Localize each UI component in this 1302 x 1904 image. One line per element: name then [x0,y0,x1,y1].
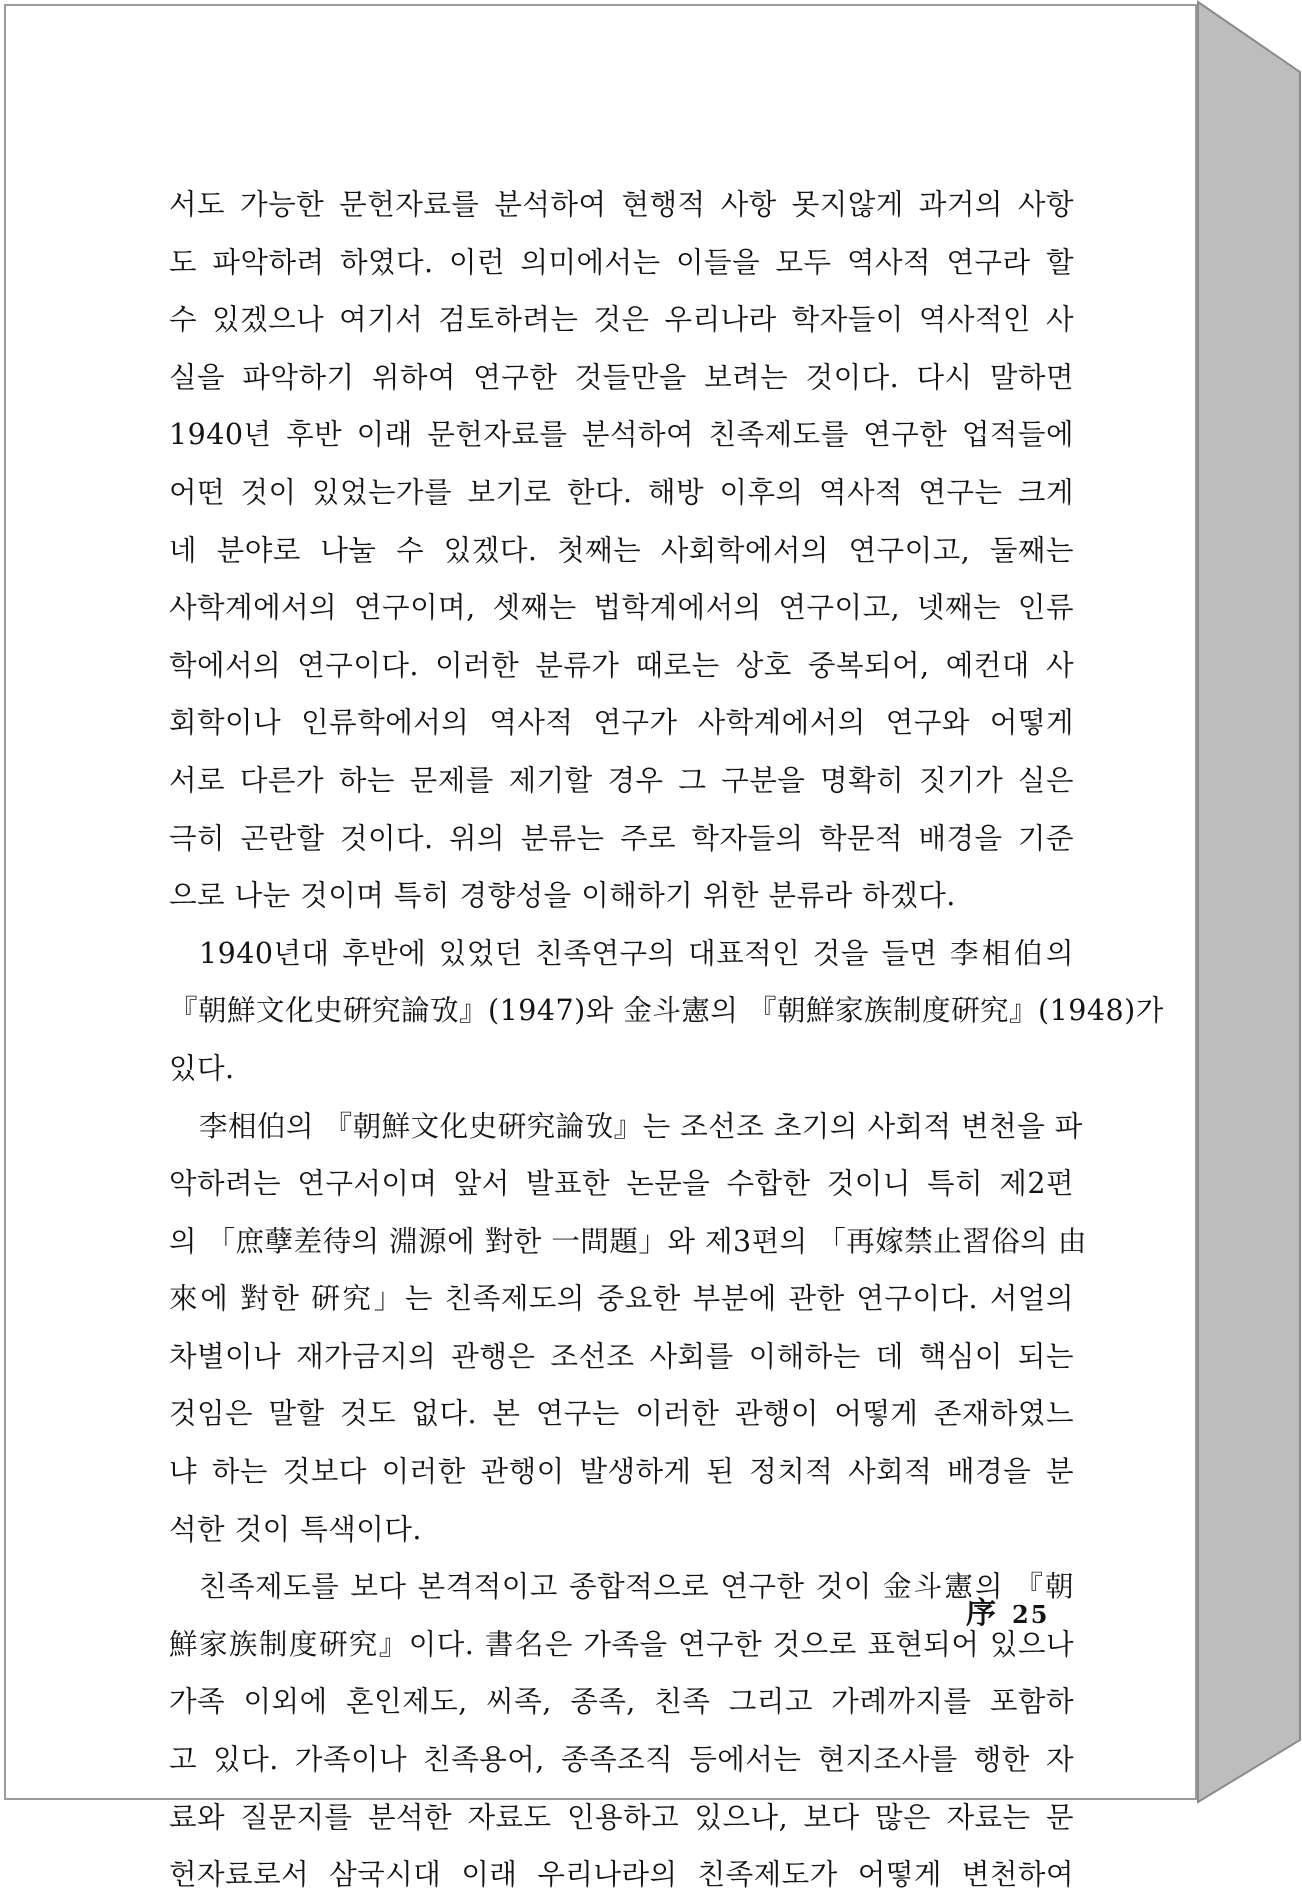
text-line: 고 있다. 가족이나 친족용어, 종족조직 등에서는 현지조사를 행한 자 [169,1743,1074,1777]
text-line: 鮮家族制度硏究』이다. 書名은 가족을 연구한 것으로 표현되어 있으나 [169,1627,1074,1661]
text-line: 차별이나 재가금지의 관행은 조선조 사회를 이해하는 데 핵심이 되는 [169,1339,1074,1373]
text-line: 1940년대 후반에 있었던 친족연구의 대표적인 것을 들면 李相伯의 [199,936,1074,970]
text-line: 학에서의 연구이다. 이러한 분류가 때로는 상호 중복되어, 예컨대 사 [169,648,1074,682]
text-line: 가족 이외에 혼인제도, 씨족, 종족, 친족 그리고 가례까지를 포함하 [169,1685,1074,1719]
text-line: 수 있겠으나 여기서 검토하려는 것은 우리나라 학자들이 역사적인 사 [169,303,1074,337]
text-line: 서도 가능한 문헌자료를 분석하여 현행적 사항 못지않게 과거의 사항 [169,188,1074,221]
text-line: 료와 질문지를 분석한 자료도 인용하고 있으나, 보다 많은 자료는 문 [169,1800,1074,1834]
text-line: 來에 對한 硏究」는 친족제도의 중요한 부분에 관한 연구이다. 서얼의 [169,1282,1074,1316]
book-page-edge [1198,0,1302,1806]
text-line: 회학이나 인류학에서의 역사적 연구가 사학계에서의 연구와 어떻게 [169,706,1074,740]
text-line: 사학계에서의 연구이며, 셋째는 법학계에서의 연구이고, 넷째는 인류 [169,591,1074,625]
page-edge-shape [1198,0,1302,1806]
text-line: 극히 곤란할 것이다. 위의 분류는 주로 학자들의 학문적 배경을 기준 [169,821,1074,855]
page-number: 25 [1012,1600,1050,1629]
text-line: 친족제도를 보다 본격적이고 종합적으로 연구한 것이 金斗憲의 『朝 [199,1570,1074,1604]
text-line: 도 파악하려 하였다. 이런 의미에서는 이들을 모두 역사적 연구라 할 [169,245,1074,279]
text-line: 어떤 것이 있었는가를 보기로 한다. 해방 이후의 역사적 연구는 크게 [169,475,1074,509]
text-line: 李相伯의 『朝鮮文化史硏究論攷』는 조선조 초기의 사회적 변천을 파 [199,1109,1083,1143]
text-line: 의 「庶孽差待의 淵源에 對한 一問題」와 제3편의 「再嫁禁止習俗의 由 [169,1224,1087,1258]
text-line: 냐 하는 것보다 이러한 관행이 발생하게 된 정치적 사회적 배경을 분 [169,1455,1074,1489]
text-line: 헌자료로서 삼국시대 이래 우리나라의 친족제도가 어떻게 변천하여 [169,1858,1074,1892]
page-footer [966,1588,1049,1632]
text-line: 1940년 후반 이래 문헌자료를 분석하여 친족제도를 연구한 업적들에 [169,418,1074,452]
section-mark: 序 [966,1596,998,1631]
text-line: 석한 것이 특색이다. [169,1512,422,1546]
text-line: 서로 다른가 하는 문제를 제기할 경우 그 구분을 명확히 짓기가 실은 [169,763,1074,797]
text-line: 악하려는 연구서이며 앞서 발표한 논문을 수합한 것이니 특히 제2편 [169,1167,1074,1201]
text-line: 실을 파악하기 위하여 연구한 것들만을 보려는 것이다. 다시 말하면 [169,360,1074,394]
page-sheet [4,4,1197,1892]
text-line: 있다. [169,1051,235,1085]
text-line: 『朝鮮文化史硏究論攷』(1947)와 金斗憲의 『朝鮮家族制度硏究』(1948)가 [169,994,1164,1028]
text-line: 것임은 말할 것도 없다. 본 연구는 이러한 관행이 어떻게 존재하였느 [169,1397,1074,1431]
text-line: 네 분야로 나눌 수 있겠다. 첫째는 사회학에서의 연구이고, 둘째는 [169,533,1074,567]
body-text [169,176,1164,1904]
text-line: 으로 나눈 것이며 특히 경향성을 이해하기 위한 분류라 하겠다. [169,879,956,913]
